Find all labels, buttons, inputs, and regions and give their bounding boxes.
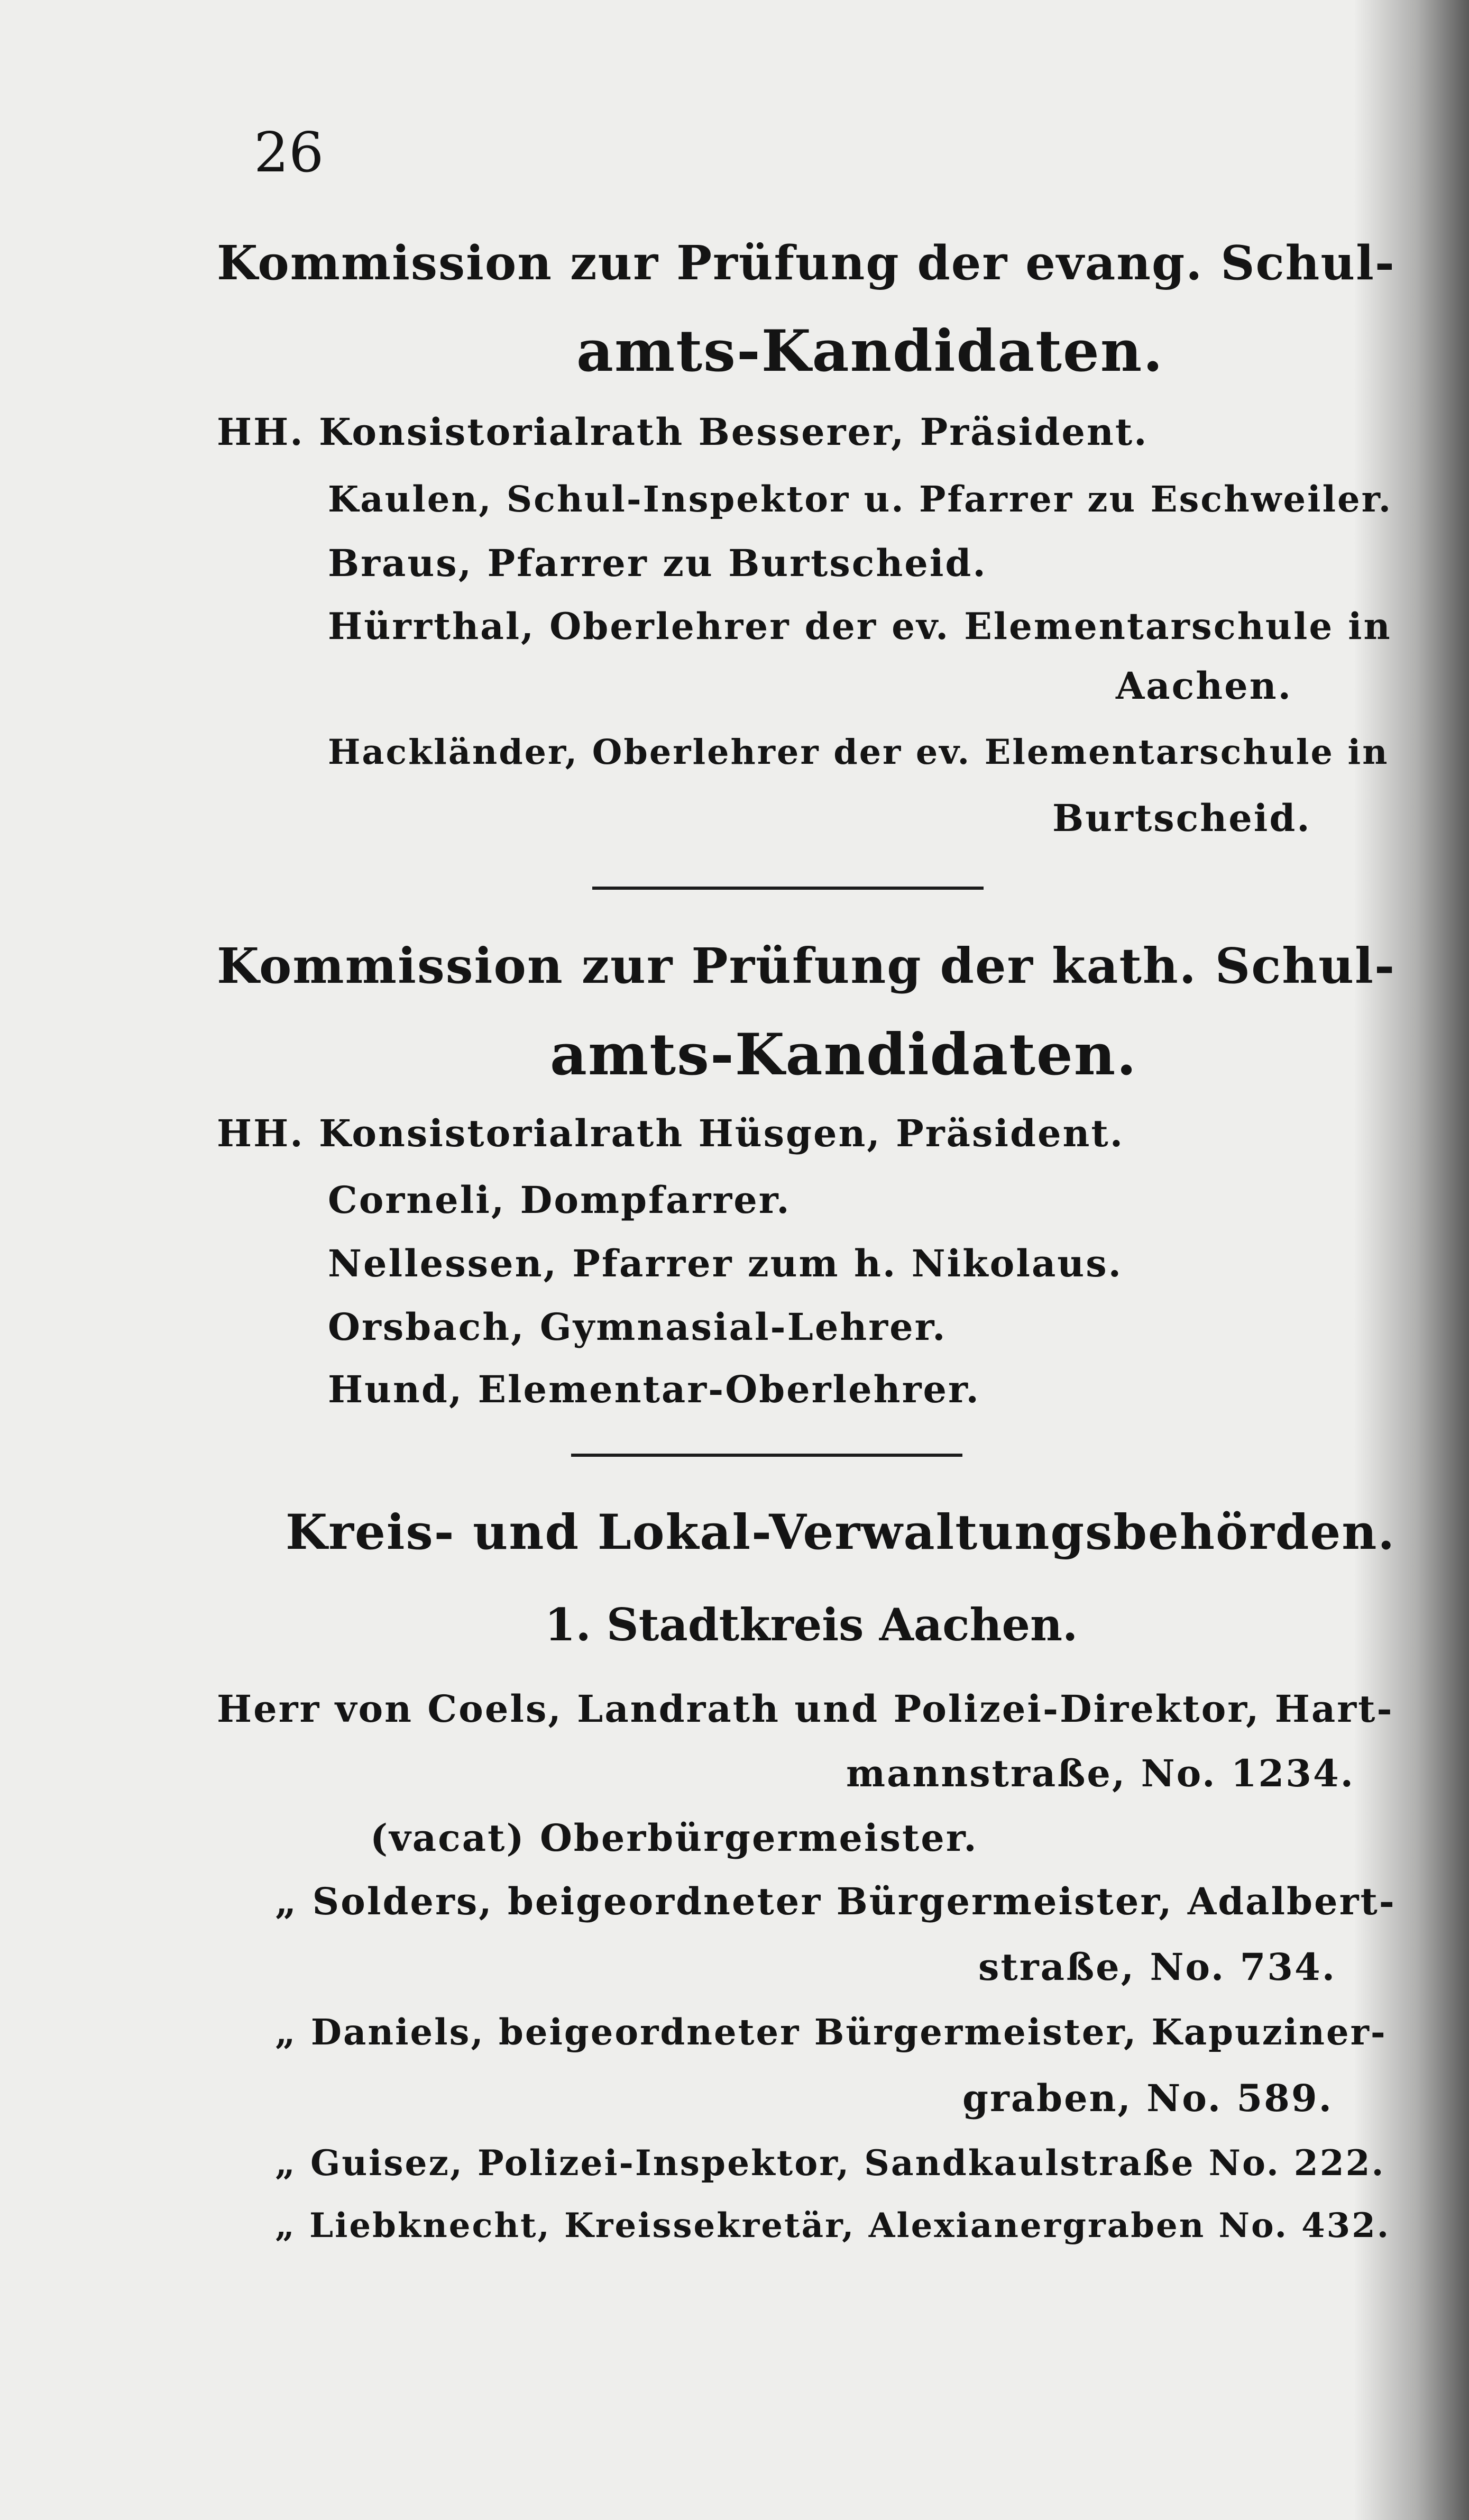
section-divider (571, 1454, 962, 1457)
section2-heading-line1: Kommission zur Prüfung der kath. Schul- (217, 937, 1396, 994)
section1-member: Braus, Pfarrer zu Burtscheid. (328, 541, 987, 585)
section3-entry-continuation: mannstraße, No. 1234. (846, 1751, 1355, 1795)
section3-entry: „ Daniels, beigeordneter Bürgermeister, Kapuziner- (275, 2011, 1387, 2053)
section3-entry: Herr von Coels, Landrath und Polizei-Direktor, Hart- (217, 1687, 1394, 1731)
section1-member-continuation: Aachen. (1116, 664, 1292, 708)
section2-member: Hund, Elementar-Oberlehrer. (328, 1367, 980, 1411)
section1-member: HH. Konsistorialrath Besserer, Präsident. (217, 410, 1149, 454)
section3-entry: „ Solders, beigeordneter Bürgermeister, Adalbert- (275, 1879, 1396, 1923)
page-number: 26 (254, 120, 324, 185)
section3-entry-continuation: graben, No. 589. (962, 2076, 1333, 2120)
section2-heading-line2: amts-Kandidaten. (550, 1021, 1137, 1088)
section3-subheading: 1. Stadtkreis Aachen. (545, 1599, 1078, 1651)
section3-heading: Kreis- und Lokal-Verwaltungsbehörden. (286, 1504, 1396, 1560)
section2-member: Orsbach, Gymnasial-Lehrer. (328, 1305, 947, 1349)
section2-member: Nellessen, Pfarrer zum h. Nikolaus. (328, 1241, 1123, 1285)
section1-member-continuation: Burtscheid. (1052, 796, 1311, 840)
section2-member: Corneli, Dompfarrer. (328, 1178, 791, 1222)
section1-member: Hürrthal, Oberlehrer der ev. Elementarschule in (328, 605, 1392, 648)
section1-heading-line2: amts-Kandidaten. (576, 318, 1164, 385)
section1-member: Kaulen, Schul-Inspektor u. Pfarrer zu Eschweiler. (328, 478, 1393, 520)
section2-member: HH. Konsistorialrath Hüsgen, Präsident. (217, 1111, 1125, 1155)
section3-entry-continuation: straße, No. 734. (978, 1945, 1337, 1989)
section3-entry: (vacat) Oberbürgermeister. (370, 1816, 978, 1860)
section1-heading-line1: Kommission zur Prüfung der evang. Schul- (217, 235, 1395, 290)
section1-member: Hackländer, Oberlehrer der ev. Elementarschule in (328, 732, 1389, 772)
section3-entry: „ Guisez, Polizei-Inspektor, Sandkaulstraße No. 222. (275, 2142, 1385, 2184)
section3-entry: „ Liebknecht, Kreissekretär, Alexianergraben No. 432. (275, 2206, 1390, 2245)
section-divider (592, 887, 984, 890)
